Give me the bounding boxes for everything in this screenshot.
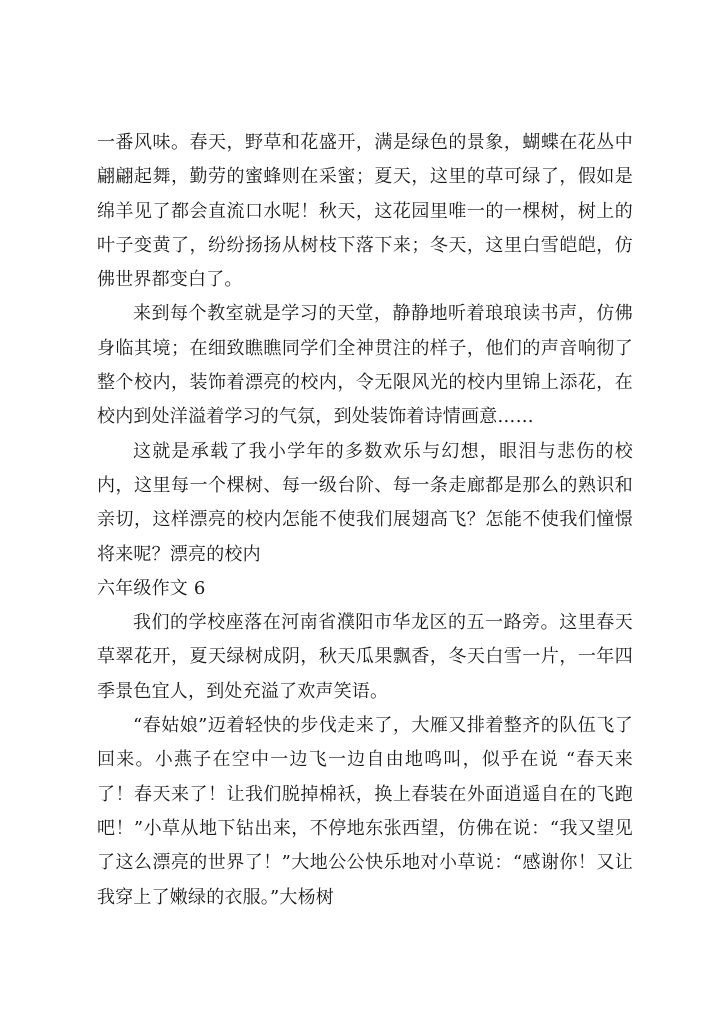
paragraph-school-location: 我们的学校座落在河南省濮阳市华龙区的五一路旁。这里春天草翠花开，夏天绿树成阴，秋天瓜果飘香，冬天白雪一片，一年四季景色宜人，到处充溢了欢声笑语。 [97, 612, 633, 702]
paragraph-spring: “春姑娘”迈着轻快的步伐走来了，大雁又排着整齐的队伍飞了回来。小燕子在空中一边飞一边自由地鸣叫，似乎在说 “春天来了！春天来了！让我们脱掉棉袄，换上春装在外面逍遥自在的飞跑吧！”小草从地下钻出来，不停地东张西望，仿佛在说：“我又望见了这么漂亮的世界了！”大地公公快乐地对小草说：“感谢你！又让我穿上了嫩绿的衣服。”大杨树 [97, 715, 633, 908]
section-heading: 六年级作文 6 [97, 577, 206, 599]
paragraph-continuation: 一番风味。春天，野草和花盛开，满是绿色的景象，蝴蝶在花丛中翩翩起舞，勤劳的蜜蜂则在采蜜；夏天，这里的草可绿了，假如是绵羊见了都会直流口水呢！秋天，这花园里唯一的一棵树，树上的叶子变黄了，纷纷扬扬从树枝下落下来；冬天，这里白雪皑皑，仿佛世界都变白了。 [97, 132, 633, 291]
paragraph-classroom: 来到每个教室就是学习的天堂，静静地听着琅琅读书声，仿佛身临其境；在细致瞧瞧同学们全神贯注的样子，他们的声音响彻了整个校内，装饰着漂亮的校内，令无限风光的校内里锦上添花，在校内到处洋溢着学习的气氛，到处装饰着诗情画意…… [97, 303, 633, 428]
document-body [97, 126, 633, 915]
paragraph-school-memories: 这就是承载了我小学年的多数欢乐与幻想，眼泪与悲伤的校内，这里每一个棵树、每一级台阶、每一条走廊都是那么的熟识和亲切，这样漂亮的校内怎能不使我们展翅高飞？怎能不使我们憧憬将来呢？漂亮的校内 [97, 440, 633, 565]
